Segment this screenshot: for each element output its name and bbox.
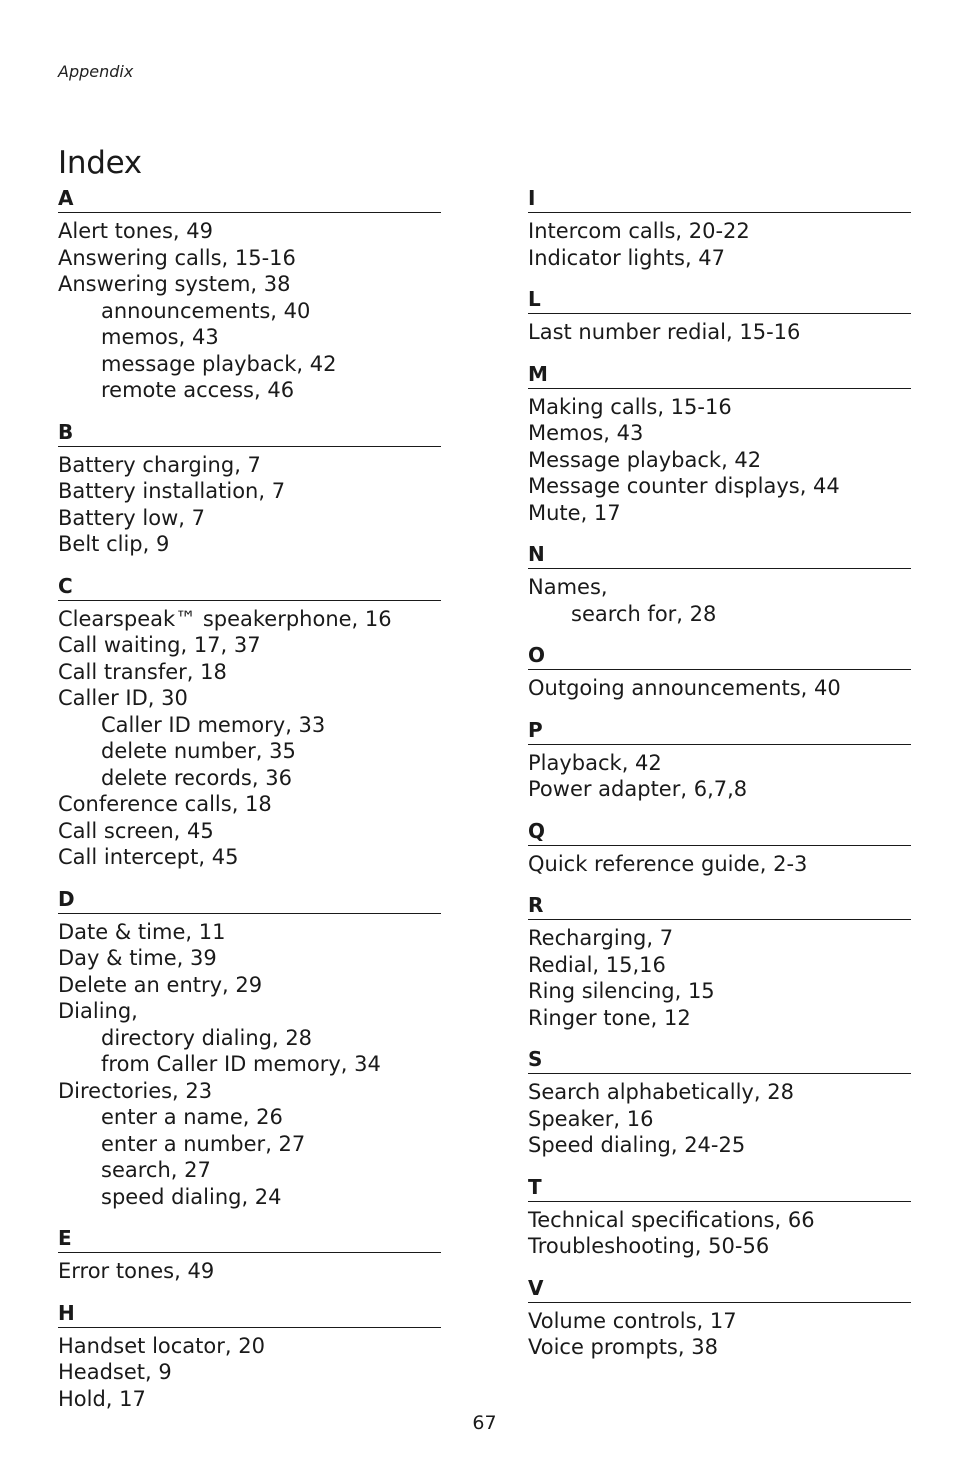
index-entry: Battery installation, 7 — [58, 479, 286, 503]
section-letter: E — [58, 1226, 441, 1253]
index-section-o — [528, 643, 911, 702]
entry-list — [58, 1333, 441, 1413]
section-letter: H — [58, 1301, 441, 1328]
index-entry: Caller ID, 30 — [58, 686, 188, 710]
section-letter: T — [528, 1175, 911, 1202]
index-entry: Ring silencing, 15 — [528, 979, 715, 1003]
index-section-m — [528, 362, 911, 527]
index-entry: Indicator lights, 47 — [528, 245, 726, 270]
section-letter: O — [528, 643, 911, 670]
entry-list — [528, 1207, 911, 1260]
index-section-i — [528, 186, 911, 271]
section-letter: N — [528, 542, 911, 569]
entry-list — [528, 750, 911, 803]
index-entry: Belt clip, 9 — [58, 532, 170, 556]
index-subentry: memos, 43 — [101, 325, 219, 349]
section-letter: Q — [528, 819, 911, 846]
index-subentry: remote access, 46 — [101, 378, 295, 402]
index-section-t — [528, 1175, 911, 1260]
section-letter: L — [528, 287, 911, 314]
index-section-a — [58, 186, 441, 404]
index-section-b — [58, 420, 441, 558]
index-entry: Message playback, 42 — [528, 447, 762, 472]
index-entry: Answering calls, 15-16 — [58, 245, 296, 270]
index-entry: Call transfer, 18 — [58, 659, 227, 684]
index-entry: Playback, 42 — [528, 750, 662, 775]
index-column-right — [528, 186, 911, 1361]
index-section-n — [528, 542, 911, 627]
index-entry: Voice prompts, 38 — [528, 1335, 718, 1359]
index-entry: Answering system, 38 — [58, 272, 291, 296]
section-letter: A — [58, 186, 441, 213]
index-entry: Making calls, 15-16 — [528, 394, 732, 419]
index-subentry: announcements, 40 — [101, 298, 311, 323]
index-section-d — [58, 887, 441, 1211]
index-subentry: enter a name, 26 — [101, 1105, 283, 1129]
index-entry: Outgoing announcements, 40 — [528, 676, 841, 700]
index-entry: Call intercept, 45 — [58, 845, 239, 869]
section-letter: B — [58, 420, 441, 447]
index-section-e — [58, 1226, 441, 1285]
index-entry: Call screen, 45 — [58, 818, 214, 843]
index-entry: Technical specifications, 66 — [528, 1207, 815, 1232]
section-letter: M — [528, 362, 911, 389]
index-section-p — [528, 718, 911, 803]
index-entry: Names, — [528, 575, 608, 599]
entry-list — [528, 1079, 911, 1159]
section-letter: D — [58, 887, 441, 914]
index-entry: Conference calls, 18 — [58, 792, 272, 816]
index-subentry: delete number, 35 — [101, 739, 296, 763]
page-number: 67 — [472, 1412, 497, 1434]
entry-list — [58, 1258, 441, 1285]
index-entry: Last number redial, 15-16 — [528, 320, 801, 344]
index-column-left — [58, 186, 441, 1412]
index-subentry: from Caller ID memory, 34 — [101, 1052, 381, 1076]
index-subentry: directory dialing, 28 — [101, 1025, 313, 1050]
index-entry: Alert tones, 49 — [58, 219, 213, 243]
index-entry: Speaker, 16 — [528, 1106, 654, 1131]
index-entry: Day & time, 39 — [58, 946, 217, 970]
entry-list — [528, 319, 911, 346]
index-subentry: search, 27 — [101, 1158, 211, 1182]
index-subentry: delete records, 36 — [101, 765, 292, 790]
index-entry: Speed dialing, 24-25 — [528, 1133, 746, 1157]
entry-list — [528, 1308, 911, 1361]
index-entry: Handset locator, 20 — [58, 1333, 265, 1358]
index-subentry: message playback, 42 — [101, 351, 337, 376]
entry-list — [58, 606, 441, 871]
entry-list — [528, 851, 911, 878]
entry-list — [528, 574, 911, 627]
index-entry: Intercom calls, 20-22 — [528, 219, 750, 243]
index-subentry: speed dialing, 24 — [101, 1184, 282, 1209]
index-section-v — [528, 1276, 911, 1361]
entry-list — [528, 218, 911, 271]
index-entry: Message counter displays, 44 — [528, 474, 840, 498]
entry-list — [58, 218, 441, 404]
index-entry: Call waiting, 17, 37 — [58, 633, 261, 657]
entry-list — [528, 394, 911, 527]
section-letter: P — [528, 718, 911, 745]
section-letter: R — [528, 893, 911, 920]
index-entry: Error tones, 49 — [58, 1259, 215, 1283]
index-entry: Headset, 9 — [58, 1360, 172, 1384]
index-section-q — [528, 819, 911, 878]
entry-list — [528, 925, 911, 1031]
section-letter: S — [528, 1047, 911, 1074]
index-entry: Troubleshooting, 50-56 — [528, 1234, 770, 1258]
entry-list — [528, 675, 911, 702]
section-letter: C — [58, 574, 441, 601]
index-entry: Directories, 23 — [58, 1078, 213, 1103]
index-entry: Ringer tone, 12 — [528, 1005, 691, 1030]
index-section-c — [58, 574, 441, 871]
index-entry: Dialing, — [58, 999, 138, 1023]
section-letter: V — [528, 1276, 911, 1303]
page-title: Index — [58, 144, 142, 181]
index-entry: Battery low, 7 — [58, 505, 205, 530]
index-entry: Quick reference guide, 2-3 — [528, 851, 808, 876]
index-entry: Date & time, 11 — [58, 919, 226, 944]
index-entry: Power adapter, 6,7,8 — [528, 777, 748, 801]
index-entry: Recharging, 7 — [528, 926, 674, 950]
index-subentry: Caller ID memory, 33 — [101, 712, 326, 737]
index-entry: Clearspeak™ speakerphone, 16 — [58, 606, 392, 631]
index-entry: Memos, 43 — [528, 421, 644, 445]
index-section-h — [58, 1301, 441, 1413]
index-entry: Search alphabetically, 28 — [528, 1080, 794, 1104]
index-section-s — [528, 1047, 911, 1159]
index-section-r — [528, 893, 911, 1031]
index-entry: Delete an entry, 29 — [58, 972, 263, 997]
index-subentry: enter a number, 27 — [101, 1131, 306, 1156]
entry-list — [58, 919, 441, 1211]
index-entry: Redial, 15,16 — [528, 952, 666, 977]
running-head: Appendix — [58, 62, 134, 81]
index-entry: Volume controls, 17 — [528, 1308, 737, 1333]
entry-list — [58, 452, 441, 558]
section-letter: I — [528, 186, 911, 213]
index-entry: Battery charging, 7 — [58, 452, 261, 477]
index-section-l — [528, 287, 911, 346]
index-subentry: search for, 28 — [571, 601, 717, 626]
index-entry: Hold, 17 — [58, 1386, 146, 1411]
index-entry: Mute, 17 — [528, 500, 621, 525]
